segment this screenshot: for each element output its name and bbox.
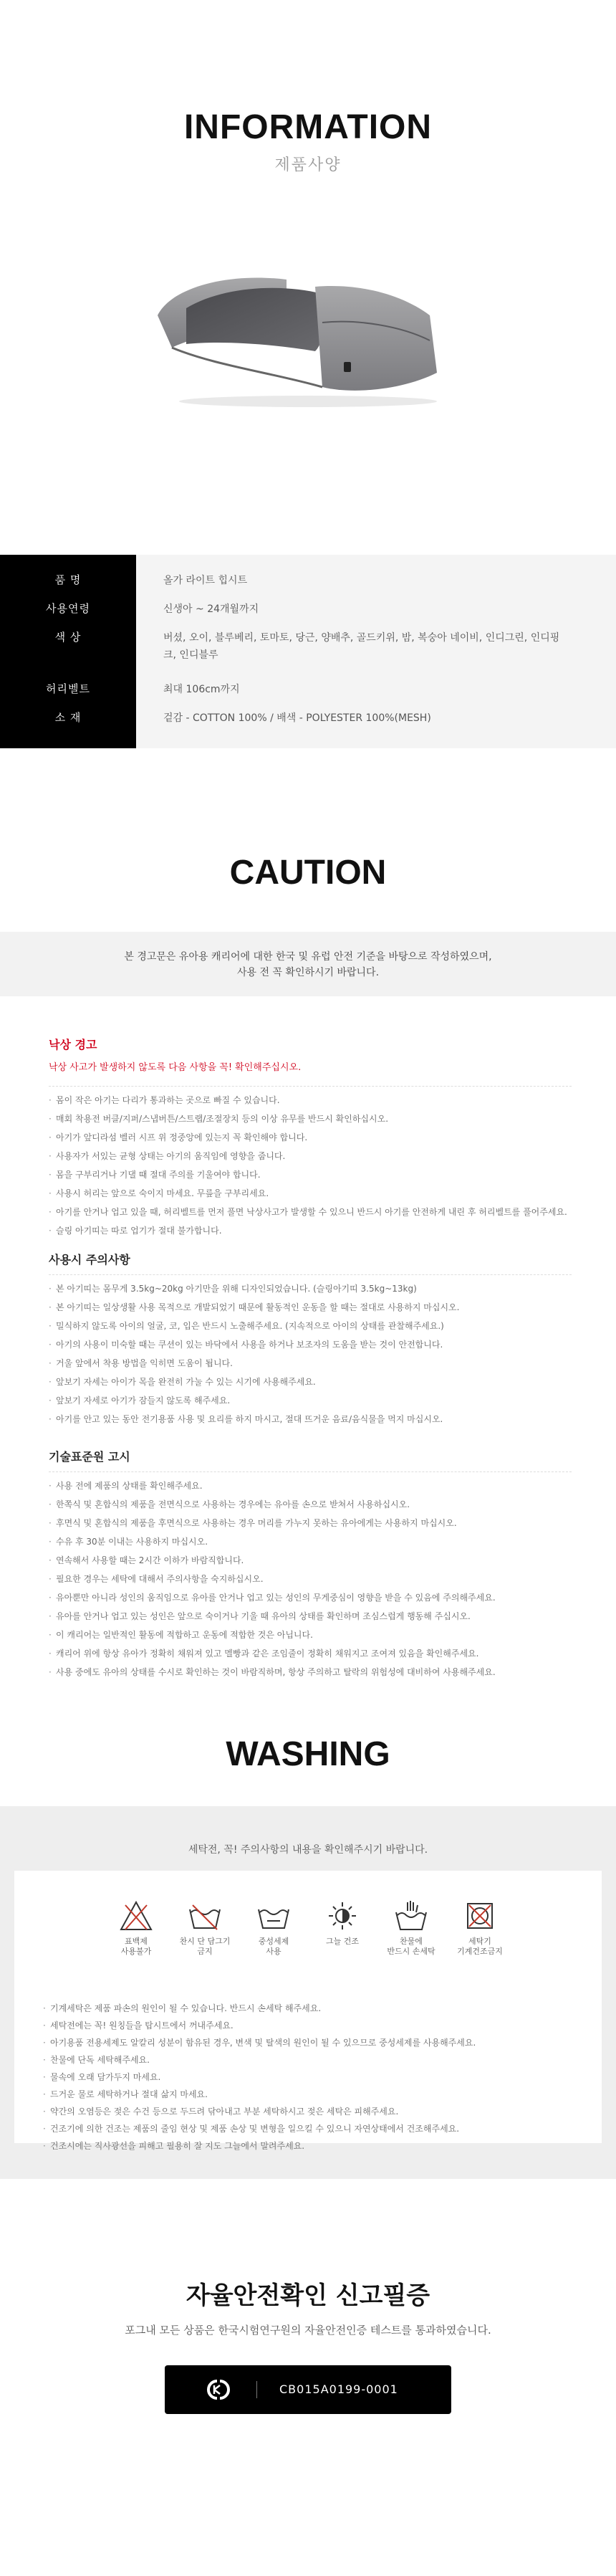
spec-value: 버셨, 오이, 블루베리, 토마토, 당근, 양배추, 골드키위, 밤, 복숭아 네이비, 인디그린, 인디핑크, 인디블루 bbox=[163, 632, 560, 661]
information-title: INFORMATION bbox=[183, 108, 433, 146]
list-item: · 유아를 안거나 업고 있는 성인은 앞으로 숙이거나 기울 때 유아의 상태를 확인하며 조심스럽게 행동해 주십시오. bbox=[49, 1607, 572, 1626]
spec-table bbox=[0, 555, 616, 748]
washing-icons bbox=[107, 1899, 509, 1978]
list-item: · 앞보기 자세는 아이가 목을 완전히 가눌 수 있는 시기에 사용해주세요. bbox=[49, 1373, 572, 1391]
washing-intro: 세탁전, 꼭! 주의사항의 내용을 확인해주시기 바랍니다. bbox=[188, 1844, 428, 1856]
wash-symbol-label: 찬물에 bbox=[400, 1937, 423, 1946]
kc-certification-title: 자율안전확인 신고필증 bbox=[186, 2281, 430, 2310]
divider bbox=[49, 1274, 572, 1275]
washing-instructions-list bbox=[43, 2000, 573, 2155]
kats-notice-list bbox=[49, 1477, 572, 1681]
list-item: · 몸이 작은 아기는 다리가 통과하는 곳으로 빠질 수 있습니다. bbox=[49, 1091, 572, 1110]
usage-precautions-heading: 사용시 주의사항 bbox=[49, 1253, 130, 1266]
caution-intro-line: 본 경고문은 유아용 캐리어에 대한 한국 및 유럽 안전 기준을 바탕으로 작성하였으며, bbox=[124, 951, 492, 963]
list-item: · 아기의 사용이 미숙할 때는 쿠션이 있는 바닥에서 사용을 하거나 보조자의 도움을 받는 것이 안전합니다. bbox=[49, 1335, 572, 1354]
badge-divider bbox=[256, 2381, 257, 2398]
shade-dry-icon bbox=[324, 1899, 360, 1932]
information-header bbox=[0, 108, 616, 175]
spec-label: 사용연령 bbox=[46, 602, 90, 615]
information-subtitle: 제품사양 bbox=[274, 156, 342, 174]
list-item: · 한쪽식 및 혼합식의 제품을 전면식으로 사용하는 경우에는 유아를 손으로 받쳐서 사용하십시오. bbox=[49, 1495, 572, 1514]
fall-warning-list bbox=[49, 1091, 572, 1240]
list-item: · 수유 후 30분 이내는 사용하지 마십시오. bbox=[49, 1532, 572, 1551]
fall-warning-section bbox=[49, 1036, 572, 1240]
wash-symbol bbox=[107, 1899, 165, 1978]
kc-certification-badge bbox=[165, 2365, 451, 2414]
washing-title: WASHING bbox=[226, 1735, 390, 1773]
wash-symbol bbox=[451, 1899, 509, 1978]
spec-label: 허리벨트 bbox=[46, 682, 90, 695]
list-item: · 본 아기띠는 일상생활 사용 목적으로 개발되었기 때문에 활동적인 운동을 할 때는 절대로 사용하지 마십시오. bbox=[49, 1298, 572, 1317]
kc-certification-subtitle: 포그내 모든 상품은 한국시험연구원의 자율안전인증 테스트를 통과하였습니다. bbox=[125, 2324, 491, 2337]
spec-label: 색 상 bbox=[54, 631, 82, 644]
hip-seat-product-image bbox=[143, 258, 458, 409]
wash-symbol bbox=[314, 1899, 371, 1978]
kc-mark-icon bbox=[204, 2378, 233, 2401]
list-item: · 기계세탁은 제품 파손의 원인이 될 수 있습니다. 반드시 손세탁 해주세요. bbox=[43, 2000, 573, 2017]
wash-symbol bbox=[176, 1899, 234, 1978]
list-item: · 밀식하지 않도록 아이의 얼굴, 코, 입은 반드시 노출해주세요. (지속적으로 아이의 상태를 관찰해주세요.) bbox=[49, 1317, 572, 1335]
wash-symbol-label: 표백제 bbox=[125, 1937, 148, 1946]
list-item: · 건조기에 의한 건조는 제품의 줄임 현상 및 제품 손상 및 변형을 일으킬 수 있으니 자연상태에서 건조해주세요. bbox=[43, 2120, 573, 2137]
wash-symbol-label: 찬시 단 담그기 bbox=[179, 1937, 231, 1946]
wash-symbol bbox=[245, 1899, 302, 1978]
list-item: · 아기용품 전용세제도 알칼리 성분이 함유된 경우, 변색 및 탈색의 원인이 될 수 있으므로 중성세제를 사용해주세요. bbox=[43, 2034, 573, 2051]
kats-notice-section bbox=[49, 1448, 572, 1681]
list-item: · 드거운 물로 세탁하거나 절대 삶지 마세요. bbox=[43, 2086, 573, 2103]
list-item: · 세탁전에는 꼭! 원칭들을 탑시트에서 꺼내주세요. bbox=[43, 2017, 573, 2034]
mild-detergent-icon bbox=[256, 1899, 292, 1932]
wash-30-icon bbox=[187, 1899, 223, 1932]
usage-precautions-section bbox=[49, 1251, 572, 1428]
list-item: · 필요한 경우는 세탁에 대해서 주의사항을 숙지하십시오. bbox=[49, 1570, 572, 1588]
no-bleach-icon bbox=[118, 1899, 154, 1932]
list-item: · 사용 전에 제품의 상태를 확인해주세요. bbox=[49, 1477, 572, 1495]
no-tumble-dry-icon bbox=[462, 1899, 498, 1932]
list-item: · 물속에 오래 담가두지 마세요. bbox=[43, 2069, 573, 2086]
wash-symbol-label: 반드시 손세탁 bbox=[387, 1947, 435, 1956]
list-item: · 아기를 안고 있는 동안 전기용품 사용 및 요리를 하지 마시고, 절대 뜨거운 음료/음식물을 먹지 마십시오. bbox=[49, 1410, 572, 1428]
wash-symbol bbox=[382, 1899, 440, 1978]
list-item: · 연속해서 사용할 때는 2시간 이하가 바람직합니다. bbox=[49, 1551, 572, 1570]
spec-label: 품 명 bbox=[54, 573, 82, 586]
kc-certification-code: CB015A0199-0001 bbox=[279, 2382, 398, 2396]
wash-symbol-label: 기계건조금지 bbox=[457, 1947, 503, 1956]
wash-symbol-label: 사용 bbox=[266, 1947, 281, 1956]
list-item: · 유아뿐만 아니라 성인의 움직임으로 유아를 안거나 업고 있는 성인의 무게중심이 영향을 받을 수 있음에 주의해주세요. bbox=[49, 1588, 572, 1607]
spec-value: 올가 라이트 힙시트 bbox=[163, 575, 248, 586]
wash-symbol-label: 그늘 건조 bbox=[325, 1937, 359, 1946]
spec-value: 최대 106cm까지 bbox=[163, 684, 240, 695]
list-item: · 사용자가 서있는 균형 상태는 아기의 움직임에 영향을 줍니다. bbox=[49, 1147, 572, 1165]
wash-symbol-label: 중성세제 bbox=[258, 1937, 289, 1946]
list-item: · 아기가 앞디라섬 벨러 시프 위 정중앙에 있는지 꼭 확인해야 합니다. bbox=[49, 1128, 572, 1147]
list-item: · 약간의 오염등은 젖은 수건 등으로 두드려 닦아내고 부분 세탁하시고 젖은 세탁은 피해주세요. bbox=[43, 2103, 573, 2120]
divider bbox=[49, 1086, 572, 1087]
divider bbox=[49, 1471, 572, 1472]
list-item: · 건조시에는 직사광선을 피해고 필용히 잘 지도 그늘에서 말려주세요. bbox=[43, 2137, 573, 2155]
caution-intro-box bbox=[0, 932, 616, 996]
wash-symbol-label: 금지 bbox=[197, 1947, 213, 1956]
hand-wash-icon bbox=[393, 1899, 429, 1932]
list-item: · 후면식 및 혼합식의 제품을 후면식으로 사용하는 경우 머리를 가누지 못하는 유아에게는 사용하지 마십시오. bbox=[49, 1514, 572, 1532]
list-item: · 본 아기띠는 몸무게 3.5kg~20kg 아기만을 위해 디자인되었습니다. (슬링아기띠 3.5kg~13kg) bbox=[49, 1279, 572, 1298]
caution-title: CAUTION bbox=[229, 854, 387, 892]
list-item: · 앞보기 자세로 아기가 잠들지 않도록 해주세요. bbox=[49, 1391, 572, 1410]
list-item: · 캐리어 위에 항상 유아가 정확히 채워져 있고 멜빵과 같은 조임줄이 정확히 채워지고 조여져 있음을 확인해주세요. bbox=[49, 1644, 572, 1663]
fall-warning-heading: 낙상 경고 bbox=[49, 1038, 97, 1051]
caution-intro-line: 사용 전 꼭 확인하시기 바랍니다. bbox=[236, 967, 380, 978]
list-item: · 슬링 아기띠는 따로 업기가 절대 불가합니다. bbox=[49, 1221, 572, 1240]
list-item: · 아기를 안거나 업고 있을 때, 허리벨트를 먼저 풀면 낙상사고가 발생할 수 있으니 반드시 아기를 안전하게 내린 후 허리벨트를 풀어주세요. bbox=[49, 1203, 572, 1221]
spec-value: 신생아 ~ 24개월까지 bbox=[163, 604, 259, 615]
list-item: · 찬물에 단독 세탁해주세요. bbox=[43, 2051, 573, 2069]
list-item: · 사용 중에도 유아의 상태를 수시로 확인하는 것이 바람직하며, 항상 주의하고 탈락의 위험성에 대비하여 사용해주세요. bbox=[49, 1663, 572, 1681]
list-item: · 거울 앞에서 착용 방법을 익히면 도움이 됩니다. bbox=[49, 1354, 572, 1373]
spec-value: 겉감 - COTTON 100% / 배색 - POLYESTER 100%(MESH) bbox=[163, 712, 431, 724]
list-item: · 몸을 구부리거나 기댈 때 절대 주의를 기울여야 합니다. bbox=[49, 1165, 572, 1184]
spec-label: 소 재 bbox=[54, 711, 82, 724]
kats-notice-heading: 기술표준원 고시 bbox=[49, 1450, 130, 1464]
fall-warning-subheading: 낙상 사고가 발생하지 않도록 다음 사항을 꼭! 확인해주십시오. bbox=[49, 1062, 302, 1073]
wash-symbol-label: 세탁기 bbox=[468, 1937, 491, 1946]
list-item: · 이 캐리어는 일반적인 활동에 적합하고 운동에 적합한 것은 아닙니다. bbox=[49, 1626, 572, 1644]
usage-precautions-list bbox=[49, 1279, 572, 1428]
wash-symbol-label: 사용불가 bbox=[120, 1947, 152, 1956]
list-item: · 사용시 허리는 앞으로 숙이지 마세요. 무릎을 구부리세요. bbox=[49, 1184, 572, 1203]
list-item: · 매회 착용전 버클/지퍼/스냅버튼/스트랩/조절장치 등의 이상 유무를 반드시 확인하십시오. bbox=[49, 1110, 572, 1128]
